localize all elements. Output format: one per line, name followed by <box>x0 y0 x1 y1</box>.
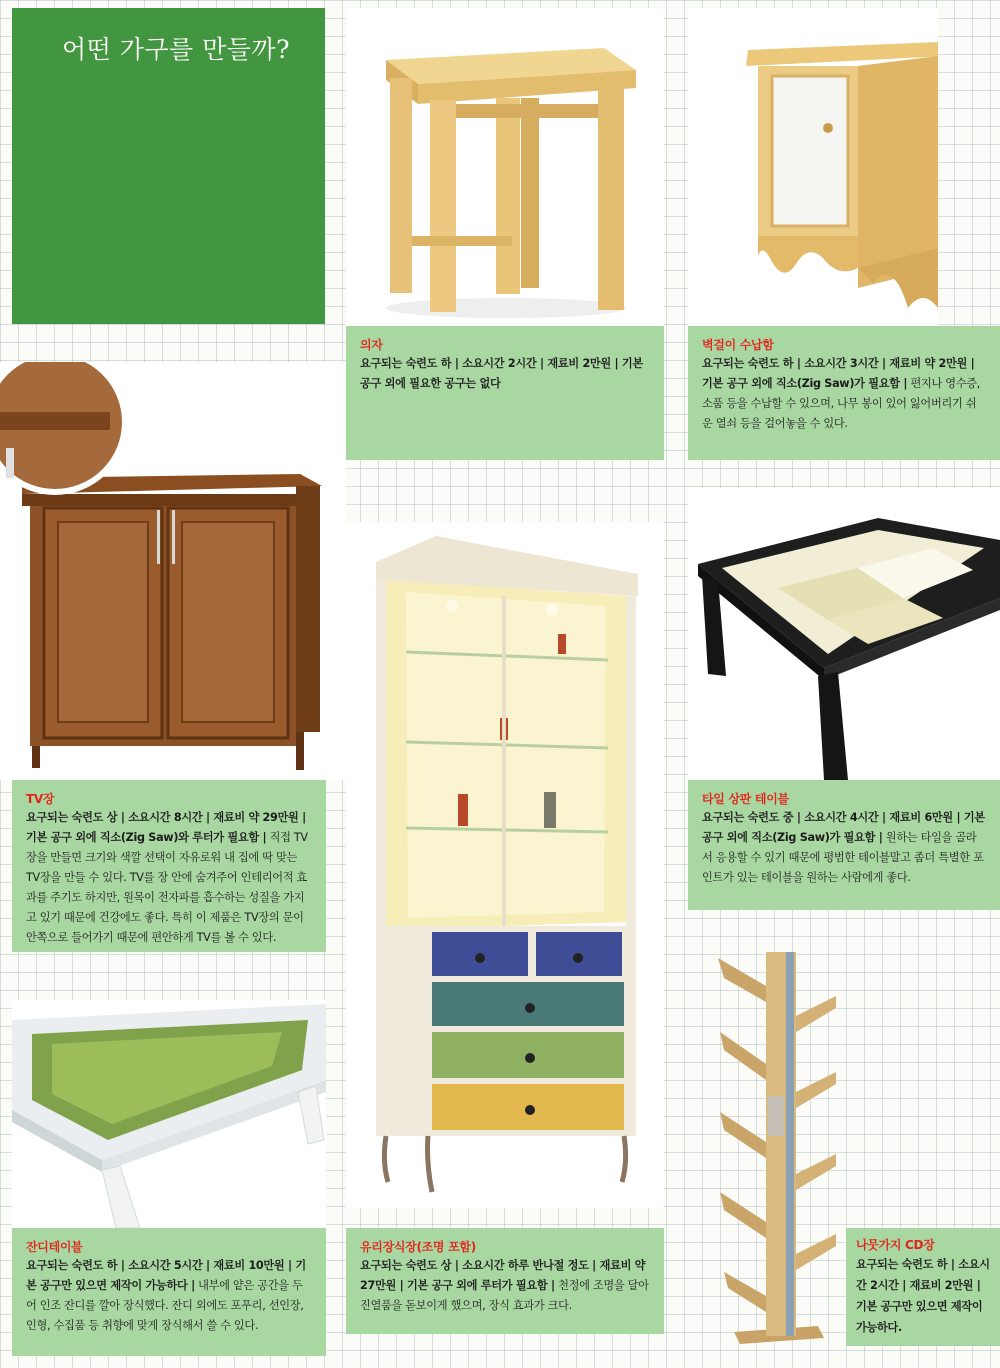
tile-table-illustration <box>688 488 1000 780</box>
tv-cabinet-name: TV장 <box>26 792 55 806</box>
chair-requirements: 요구되는 숙련도 하 | 소요시간 2시간 | 재료비 2만원 | 기본 공구 외에 필요한 공구는 없다 <box>360 357 643 390</box>
grass-table-photo <box>12 1000 326 1228</box>
glass-cabinet-requirements: 요구되는 숙련도 상 | 소요시간 하루 반나절 정도 | 재료비 약 27만원 | 기본 공구 외에 루터가 필요함 | <box>360 1259 646 1292</box>
chair-info-box <box>346 326 664 460</box>
wall-cabinet-requirements: 요구되는 숙련도 하 | 소요시간 3시간 | 재료비 약 2만원 | 기본 공구 외에 직소(Zig Saw)가 필요함 | <box>702 357 975 390</box>
grass-table-description: 내부에 얕은 공간을 두어 인조 잔디를 깔아 장식했다. 잔디 외에도 포푸리, 선인장, 인형, 수집품 등 취향에 맞게 장식해서 쓸 수 있다. <box>26 1279 304 1332</box>
wall-cabinet-photo <box>688 8 938 326</box>
wall-cabinet-name: 벽걸이 수납함 <box>702 338 774 352</box>
wall-cabinet-illustration <box>688 8 938 326</box>
title-panel <box>12 8 325 324</box>
cd-rack-info-box <box>846 1228 1000 1346</box>
tile-table-requirements: 요구되는 숙련도 중 | 소요시간 4시간 | 재료비 6만원 | 기본 공구 외에 직소(Zig Saw)가 필요함 | <box>702 811 985 844</box>
glass-cabinet-illustration <box>346 522 664 1208</box>
tv-cabinet-requirements: 요구되는 숙련도 상 | 소요시간 8시간 | 재료비 약 29만원 | 기본 공구 외에 직소(Zig Saw)와 루터가 필요함 | <box>26 811 306 844</box>
glass-cabinet-name: 유리장식장(조명 포함) <box>360 1240 476 1254</box>
grass-table-illustration <box>12 1000 326 1228</box>
grass-table-requirements: 요구되는 숙련도 하 | 소요시간 5시간 | 재료비 10만원 | 기본 공구만 있으면 제작이 가능하다 | <box>26 1259 306 1292</box>
tile-table-photo <box>688 488 1000 780</box>
cd-rack-photo <box>710 946 844 1346</box>
chair-name: 의자 <box>360 338 383 352</box>
grass-table-info-box <box>12 1228 326 1356</box>
glass-cabinet-info-box <box>346 1228 664 1334</box>
glass-cabinet-photo <box>346 522 664 1208</box>
wall-cabinet-description: 편지나 영수증, 소품 등을 수납할 수 있으며, 나무 봉이 있어 잃어버리기 쉬운 열쇠 등을 걸어놓을 수 있다. <box>702 377 980 430</box>
tv-cabinet-photo <box>0 362 346 780</box>
tile-table-info-box <box>688 780 1000 910</box>
cd-rack-requirements: 요구되는 숙련도 하 | 소요시간 2시간 | 재료비 2만원 | 기본 공구만 있으면 제작이 가능하다. <box>856 1258 990 1334</box>
tile-table-description: 원하는 타일을 골라서 응용할 수 있기 때문에 평범한 테이블말고 좀더 특별한 포인트가 있는 테이블을 원하는 사람에게 좋다. <box>702 831 984 884</box>
grass-table-name: 잔디테이블 <box>26 1240 83 1254</box>
tv-cabinet-illustration <box>0 362 346 780</box>
cd-rack-name: 나뭇가지 CD장 <box>856 1238 935 1252</box>
tile-table-name: 타일 상판 테이블 <box>702 792 789 806</box>
background-text-fragment <box>938 85 998 315</box>
tv-cabinet-description: 직접 TV장을 만들면 크기와 색깔 선택이 자유로워 내 집에 딱 맞는 TV장을 만들 수 있다. TV를 장 안에 숨겨주어 인테리어적 효과를 주기도 하지만, 원목이 전자파를 흡수하는 성질을 가지고 있기 때문에 건강에도 좋다. 특히 이 제품은 TV장의 문이 안쪽으로 들어가기 때문에 편안하게 TV를 볼 수 있다. <box>26 831 308 944</box>
cd-rack-illustration <box>710 946 844 1346</box>
tv-cabinet-info-box <box>12 780 326 952</box>
glass-cabinet-description: 천정에 조명을 달아 진열품을 돋보이게 했으며, 장식 효과가 크다. <box>360 1279 649 1312</box>
chair-illustration <box>346 8 664 326</box>
page-title: 어떤 가구를 만들까? <box>62 35 290 64</box>
wall-cabinet-info-box <box>688 326 1000 460</box>
chair-photo <box>346 8 664 326</box>
